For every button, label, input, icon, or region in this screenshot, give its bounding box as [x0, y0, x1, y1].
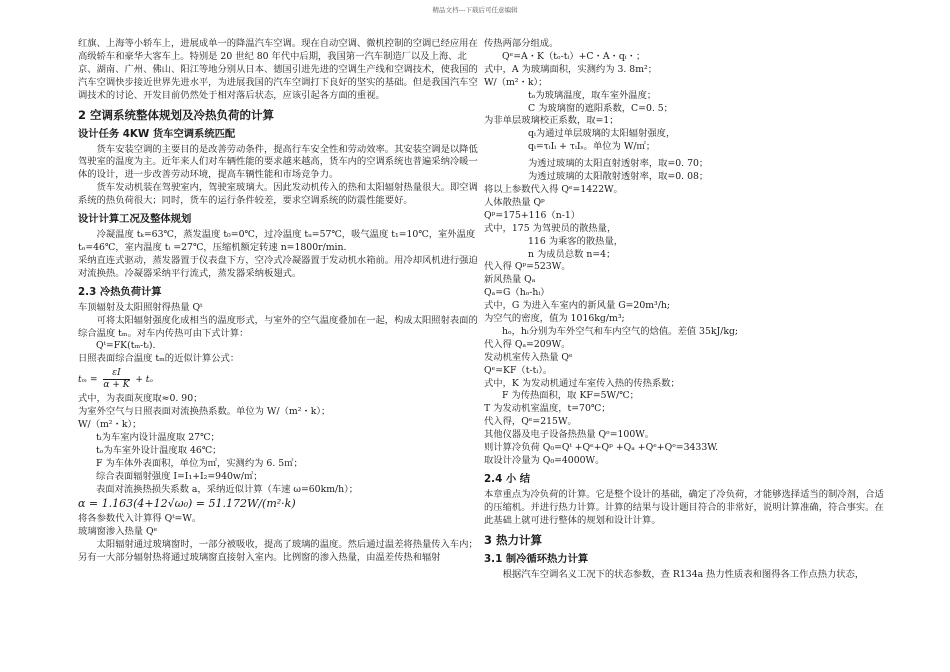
definition-line: 表面对流换热损失系数 a，采纳近似计算（车速 ω=60km/h）；	[96, 483, 359, 495]
tm-formula-lhs: tₘ =	[78, 375, 98, 386]
right-line: 式中，A 为玻璃面积，实测约为 3. 8m²；	[484, 63, 658, 75]
definition-line: tₒ为车室外设计温度取 46℃；	[96, 444, 222, 456]
conditions-heading: 设计计算工况及整体规划	[78, 213, 192, 226]
right-line: 代入得，Qᵉ=215W。	[484, 416, 577, 428]
right-line: 取设计冷量为 Q₀=4000W。	[484, 455, 605, 466]
conditions-paragraph: 采纳直连式驱动，蒸发器置于仪表盘下方，空冷式冷凝器置于发动机水箱前。用冷却风机进行强迫对流换热。冷凝器采纳平行流式，蒸发器采纳板翅式。	[78, 254, 478, 279]
definition-line: tᵢ为车室内设计温度取 27℃；	[96, 431, 220, 443]
tm-formula	[78, 368, 480, 391]
tm-formula-denominator: α + K	[103, 380, 130, 391]
formula-note: 为室外空气与日照表面对流换热系数。单位为 W/（m²・k）；	[78, 406, 331, 418]
load-heading: 2.3 冷热负荷计算	[78, 285, 162, 298]
section-heading-2: 2 空调系统整体规划及冷热负荷的计算	[78, 107, 275, 122]
right-def: 116 为乘客的散热量，	[528, 235, 624, 247]
right-line: 传热两部分组成。	[484, 38, 559, 49]
closing-line: 玻璃窗渗入热量 Qᵉ	[78, 526, 158, 538]
right-line: 为空气的密度，值为 1016kg/m³;	[484, 313, 625, 325]
tm-formula-tail: + tₒ	[135, 375, 153, 386]
right-line: Qₐ=G（hₒ-hᵢ）	[484, 287, 550, 299]
tm-formula-fraction	[103, 368, 129, 391]
summary-paragraph: 本章重点为冷负荷的计算。它是整个设计的基础，确定了冷负荷，才能够选择适当的制冷剂，合适的压缩机。并进行热力计算。计算的结果与设计题目符合的非常好，说明计算准确，符合事实。在此基础上就可进行整体的规划和设计计算。	[484, 488, 884, 526]
cycle-heading: 3.1 制冷循环热力计算	[484, 552, 589, 565]
right-def: F 为传热面积，取 KF=5W/℃；	[502, 390, 639, 402]
definition-line: 综合表面辐射强度 I=I₁+I₂=940w/㎡；	[96, 470, 263, 482]
load-line: 可将太阳辐射强度化成相当的温度形式，与室外的空气温度叠加在一起，构成太阳照射表面的综合温度 tₘ。对车内传热可由下式计算：	[78, 314, 478, 339]
right-line: 人体散热量 Qᵖ	[484, 196, 545, 208]
intro-paragraph: 红旗、上海等小轿车上，进展成单一的降温汽车空调。现在自动空调、微机控制的空调已经应用在高级轿车和豪华大客车上。特别是 20 世纪 80 年代中后期，我国第一汽车制造厂以及上海、北京、湖南、广州、佛山、阳江等地分别从日本、德国引进先进的空调生产线和空调技术，使我国的汽车空调快步接近世界先进水平，为进展我国的汽车空调打下良好的坚实的基础。但是我国汽车空调技术的讨论、开发目前仍然处于相对落后状态，应该引起各方面的重视。	[78, 38, 478, 101]
right-line: 式中，K 为发动机通过车室传入热的传热系数；	[484, 377, 680, 389]
right-line: W/（m²・k）；	[484, 76, 548, 88]
right-line: 将以上参数代入得 Qᵉ=1422W。	[484, 183, 623, 195]
right-def: 为透过玻璃的太阳直射透射率，取=0. 70；	[528, 158, 709, 170]
right-line: 则计算冷负荷 Q₀=Qᵗ +Qᵉ+Qᵖ +Qₐ +Qᵉ+Qᵒ=3433W.	[484, 442, 719, 454]
right-def: tₒ为玻璃温度，取车室外温度；	[528, 89, 657, 101]
right-line: 代入得 Qᵖ=523W。	[484, 261, 571, 273]
right-def: C 为玻璃窗的遮阳系数，C=0. 5；	[528, 102, 673, 114]
right-line: 式中，G 为进入车室内的新风量 G=20m³/h;	[484, 300, 671, 312]
right-line: 代入得 Qₐ=209W。	[484, 338, 571, 350]
task-paragraph: 货车安装空调的主要目的是改善劳动条件，提高行车安全性和劳动效率。其安装空调是以降低驾驶室的温度为主。近年来人们对车辆性能的要求越来越高，货车内的空调系统也普遍采纳冷暖一体的设计，进一步改善劳动环境，提高车辆性能和市场竞争力。	[78, 143, 478, 181]
right-column	[484, 38, 884, 582]
right-line: Qᵉ=KF（t-tᵢ）。	[484, 364, 553, 376]
right-def: hₒ，hᵢ分别为车外空气和车内空气的焓值。差值 35kJ/kg;	[502, 325, 739, 337]
task-heading: 设计任务 4KW 货车空调系统匹配	[78, 127, 236, 140]
right-def: qᵢ为通过单层玻璃的太阳辐射强度，	[528, 128, 676, 140]
load-formula-line: Qᵗ=FK(tₘ-tᵢ).	[96, 340, 156, 352]
right-line: 为非单层玻璃校正系数，取=1；	[484, 115, 619, 127]
summary-heading: 2.4 小 结	[484, 472, 531, 485]
definition-line: F 为车体外表面积，单位为㎡，实测约为 6. 5㎡；	[96, 457, 303, 469]
tm-formula-numerator: εI	[103, 368, 129, 380]
section-heading-3: 3 热力计算	[484, 532, 543, 547]
page-header: 精品文档---下载后可任意编辑	[432, 6, 518, 14]
right-line: 新风热量 Qₐ	[484, 274, 536, 286]
right-line: 式中，175 为驾驶员的散热量，	[484, 222, 617, 234]
closing-line: 将各参数代入计算得 Qᵗ=W。	[78, 513, 202, 525]
load-line: 车顶辐射及太阳照射得热量 Qᵗ	[78, 301, 203, 313]
alpha-formula: α = 1.163(4+12√ω₀) = 51.172W/(m²·k)	[78, 497, 296, 511]
right-def: qᵢ=τᵢIᵢ + τᵢIₛ。单位为 W/㎡；	[528, 141, 656, 153]
cycle-paragraph: 根据汽车空调名义工况下的状态参数，查 R134a 热力性质表和图得各工作点热力状态，	[502, 568, 865, 580]
right-line: 其他仪器及电子设备热热量 Qᵒ=100W。	[484, 429, 655, 441]
conditions-paragraph: 冷凝温度 tₖ=63℃，蒸发温度 t₀=0℃，过冷温度 tᵤ=57℃，吸气温度 t₁=10℃，室外温度 tₒ=46℃，室内温度 tᵢ =27℃，压缩机额定转速 n=1800r/min.	[78, 229, 476, 253]
formula-note: 式中，为表面灰度取≈0. 90；	[78, 393, 203, 405]
right-line: Qᵖ=175+116（n-1）	[484, 209, 581, 221]
right-line: T 为发动机室温度，t=70℃；	[484, 403, 611, 415]
right-line: 发动机室传入热量 Qᵉ	[484, 351, 573, 363]
load-line: 日照表面综合温度 tₘ的近似计算公式：	[78, 353, 240, 365]
formula-note: W/（m²・k）；	[78, 419, 142, 431]
right-line: Qᵉ=A・K（tₒ-tᵢ）+C・A・qᵢ・；	[502, 50, 646, 62]
right-def: n 为成员总数 n=4；	[528, 248, 616, 260]
task-paragraph: 货车发动机装在驾驶室内，驾驶室玻璃大。因此发动机传入的热和太阳辐射热量很大。即空调系统的热负荷很大；同时，货车的运行条件较差，要求空调系统的防震性能要好。	[78, 182, 478, 207]
closing-line: 太阳辐射通过玻璃窗时，一部分被吸收，提高了玻璃的温度。然后通过温差将热量传入车内；另有一大部分辐射热将通过玻璃窗直接射入室内。比例窗的渗入热量，由温差传热和辐射	[78, 539, 478, 564]
left-column	[78, 38, 480, 565]
right-def: 为透过玻璃的太阳散射透射率，取=0. 08；	[528, 171, 709, 183]
